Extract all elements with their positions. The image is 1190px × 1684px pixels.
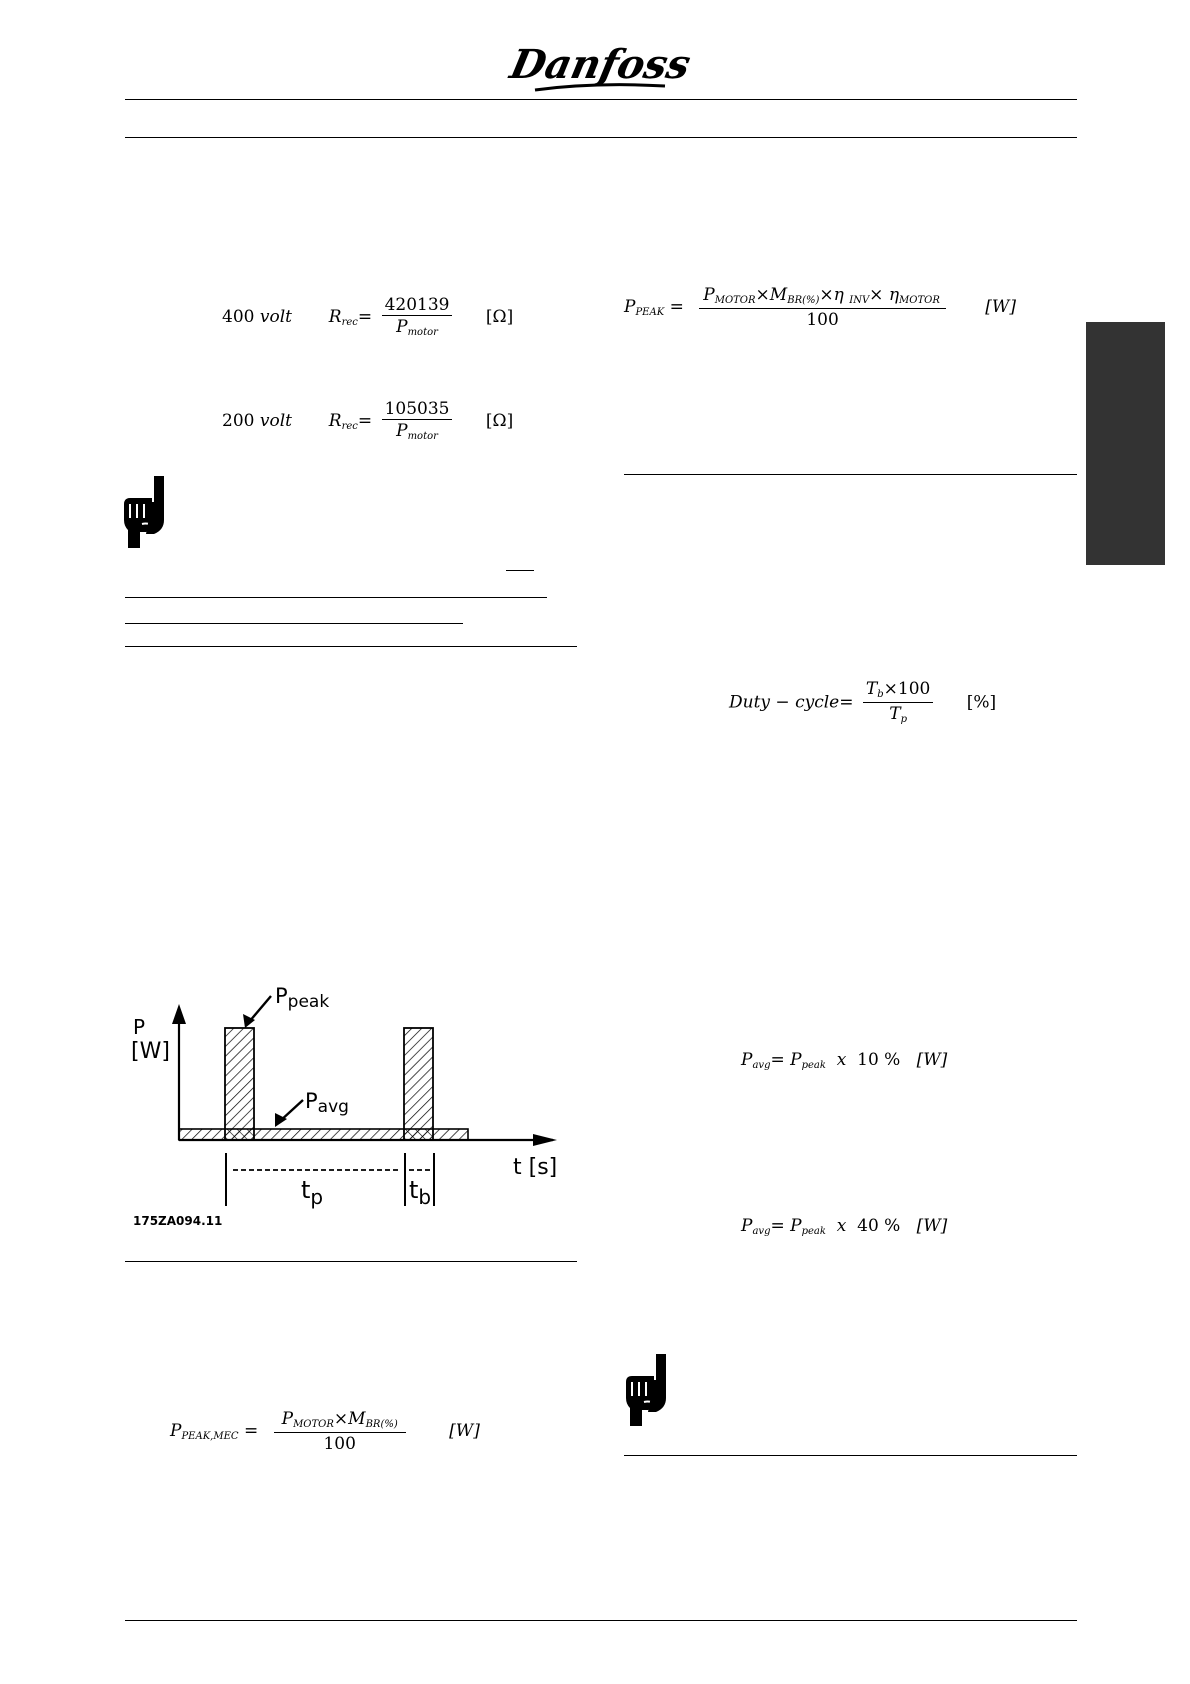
tb-label: $t_b$	[409, 1176, 432, 1209]
right-section-rule-1	[624, 474, 1077, 475]
footer-rule	[125, 1620, 1077, 1621]
left-section-rule-1	[125, 646, 577, 647]
svg-text:Danfoss: Danfoss	[506, 40, 695, 88]
short-rule	[506, 570, 534, 571]
formula-r-400v: 400 volt Rrec= $\frac{420139}{\text{Pmotor}}$ [Ω]	[222, 295, 514, 338]
side-tab	[1086, 322, 1165, 565]
text-underline-2	[125, 623, 463, 624]
y-axis-label-unit: [W]	[131, 1039, 170, 1064]
formula-pavg-40: Pavg= Ppeak x 40 % [W]	[741, 1216, 948, 1237]
y-axis-label-p: P	[133, 1015, 146, 1039]
header-rule-top	[125, 99, 1077, 100]
header-rule-bottom	[125, 137, 1077, 138]
right-section-rule-2	[624, 1455, 1077, 1456]
danfoss-logo	[506, 38, 695, 94]
brake-power-diagram	[125, 978, 570, 1230]
formula-r-200v: 200 volt Rrec= $\frac{105035}{\text{Pmotor}}$ [Ω]	[222, 399, 514, 442]
tp-label: $t_p$	[301, 1176, 324, 1209]
peak-label: Ppeak	[275, 984, 330, 1012]
peak-pulse-1	[225, 1028, 254, 1140]
formula-duty-cycle: Duty − cycle= $\frac{Tb\times 100}{Tp}$ [%]	[729, 679, 997, 725]
x-axis-label: t [s]	[513, 1155, 558, 1180]
avg-label: Pavg	[305, 1089, 349, 1117]
pointing-hand-icon	[624, 1352, 678, 1432]
pointing-hand-icon	[122, 474, 176, 554]
text-underline-1	[125, 597, 547, 598]
diagram-code: 175ZA094.11	[133, 1214, 223, 1228]
formula-ppeak-mec: PPEAK,MEC = $\frac{\text{PMOTOR×MBR(\%)}}{100}$ [W]	[170, 1409, 480, 1454]
peak-pulse-2	[404, 1028, 433, 1140]
left-section-rule-2	[125, 1261, 577, 1262]
formula-ppeak: PPEAK = $\frac{\text{PMOTOR×MBR(\%)×η INV× ηMOTOR}}{100}$ [W]	[624, 285, 1017, 330]
formula-pavg-10: Pavg= Ppeak x 10 % [W]	[741, 1050, 948, 1071]
